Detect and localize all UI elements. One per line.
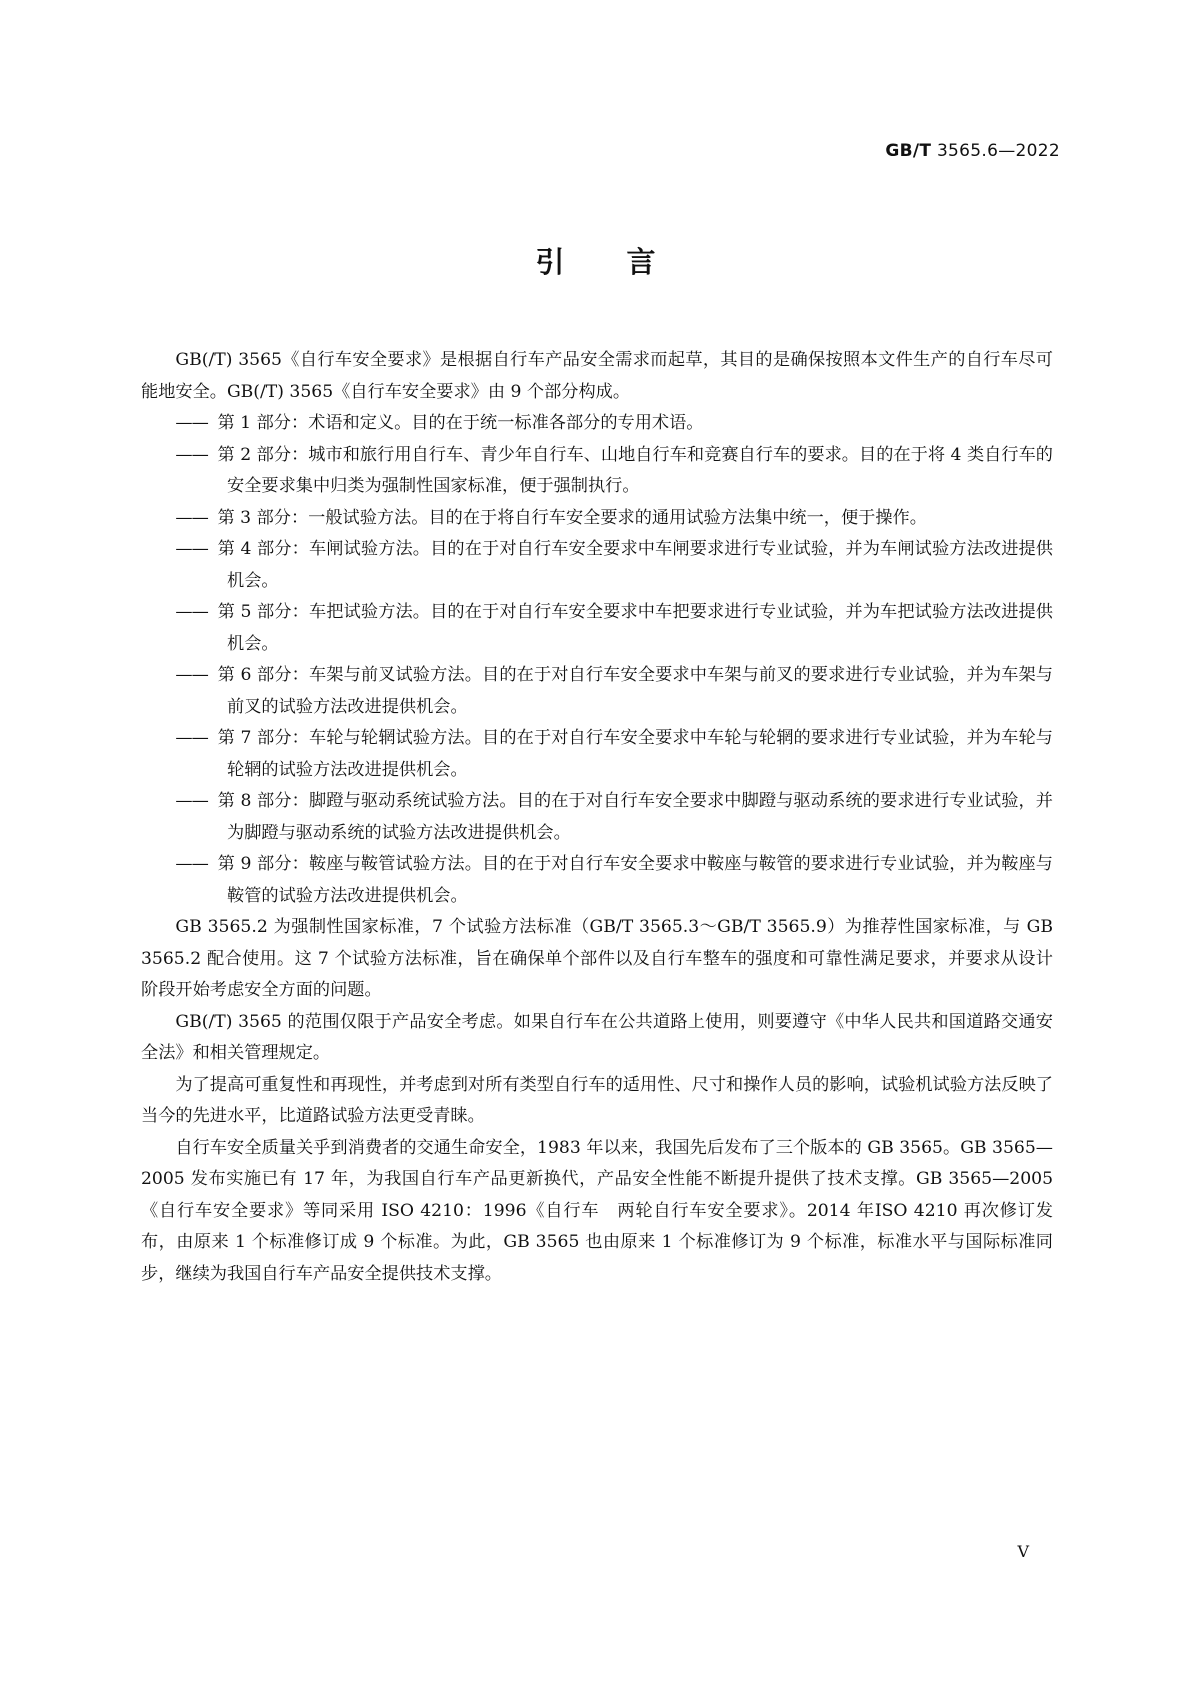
paragraph-mandatory-standards: GB 3565.2 为强制性国家标准，7 个试验方法标准（GB/T 3565.3～GB/T 3565.9）为推荐性国家标准，与 GB 3565.2 配合使用。这 7 个试验方法标准，旨在确保单个部件以及自行车整车的强度和可靠性满足要求，并要求从设计阶段开始考虑安全方面的问题。 [141,917,1053,1000]
list-item-part-7 [141,723,1053,786]
list-item-text: 第 6 部分：车架与前叉试验方法。目的在于对自行车安全要求中车架与前叉的要求进行专业试验，并为车架与前叉的试验方法改进提供机会。 [217,665,1053,717]
intro-paragraph: GB(/T) 3565《自行车安全要求》是根据自行车产品安全需求而起草，其目的是确保按照本文件生产的自行车尽可能地安全。GB(/T) 3565《自行车安全要求》由 9 个部分构成。 [141,350,1053,402]
list-item-part-9 [141,849,1053,912]
list-item-text: 第 9 部分：鞍座与鞍管试验方法。目的在于对自行车安全要求中鞍座与鞍管的要求进行专业试验，并为鞍座与鞍管的试验方法改进提供机会。 [217,854,1053,906]
dash-marker: —— [175,728,208,748]
standard-code-prefix: GB/T [885,141,932,161]
standard-code [885,141,1060,161]
list-item-part-3 [141,503,1053,535]
list-item-part-6 [141,660,1053,723]
list-item-text: 第 1 部分：术语和定义。目的在于统一标准各部分的专用术语。 [217,413,704,433]
list-item-part-1 [141,408,1053,440]
paragraph-scope: GB(/T) 3565 的范围仅限于产品安全考虑。如果自行车在公共道路上使用，则要遵守《中华人民共和国道路交通安全法》和相关管理规定。 [141,1011,1053,1063]
dash-marker: —— [175,539,208,559]
list-item-text: 第 3 部分：一般试验方法。目的在于将自行车安全要求的通用试验方法集中统一，便于操作。 [217,507,927,528]
page-title: 引言 [535,245,718,279]
list-item-text: 第 8 部分：脚蹬与驱动系统试验方法。目的在于对自行车安全要求中脚蹬与驱动系统的要求进行专业试验，并为脚蹬与驱动系统的试验方法改进提供机会。 [217,791,1053,843]
list-item-part-8 [141,786,1053,849]
dash-marker: —— [175,791,208,811]
document-body [141,345,1053,1290]
dash-marker: —— [175,854,208,874]
list-item-text: 第 7 部分：车轮与轮辋试验方法。目的在于对自行车安全要求中车轮与轮辋的要求进行专业试验，并为车轮与轮辋的试验方法改进提供机会。 [217,728,1053,780]
dash-marker: —— [175,444,208,465]
standard-code-number: 3565.6—2022 [931,141,1060,161]
dash-marker: —— [175,507,208,528]
page-number: V [1017,1542,1029,1561]
paragraph-history: 自行车安全质量关乎到消费者的交通生命安全，1983 年以来，我国先后发布了三个版本的 GB 3565。GB 3565—2005 发布实施已有 17 年，为我国自行车产品更新换代，产品安全性能不断提升提供了技术支撑。GB 3565—2005《自行车安全要求》等同采用 ISO 4210：1996《自行车 两轮自行车安全要求》。2014 年ISO 4210 再次修订发布，由原来 1 个标准修订成 9 个标准。为此，GB 3565 也由原来 1 个标准修订为 9 个标准，标准水平与国际标准同步，继续为我国自行车产品安全提供技术支撑。 [141,1137,1053,1284]
list-item-text: 第 5 部分：车把试验方法。目的在于对自行车安全要求中车把要求进行专业试验，并为车把试验方法改进提供机会。 [217,602,1053,654]
list-item-text: 第 2 部分：城市和旅行用自行车、青少年自行车、山地自行车和竞赛自行车的要求。目的在于将 4 类自行车的安全要求集中归类为强制性国家标准，便于强制执行。 [217,444,1053,496]
dash-marker: —— [175,665,208,685]
list-item-text: 第 4 部分：车闸试验方法。目的在于对自行车安全要求中车闸要求进行专业试验，并为车闸试验方法改进提供机会。 [217,539,1053,591]
list-item-part-5 [141,597,1053,660]
list-item-part-4 [141,534,1053,597]
paragraph-test-methods: 为了提高可重复性和再现性，并考虑到对所有类型自行车的适用性、尺寸和操作人员的影响，试验机试验方法反映了当今的先进水平，比道路试验方法更受青睐。 [141,1074,1053,1126]
dash-marker: —— [175,413,208,433]
dash-marker: —— [175,602,208,622]
list-item-part-2 [141,440,1053,503]
